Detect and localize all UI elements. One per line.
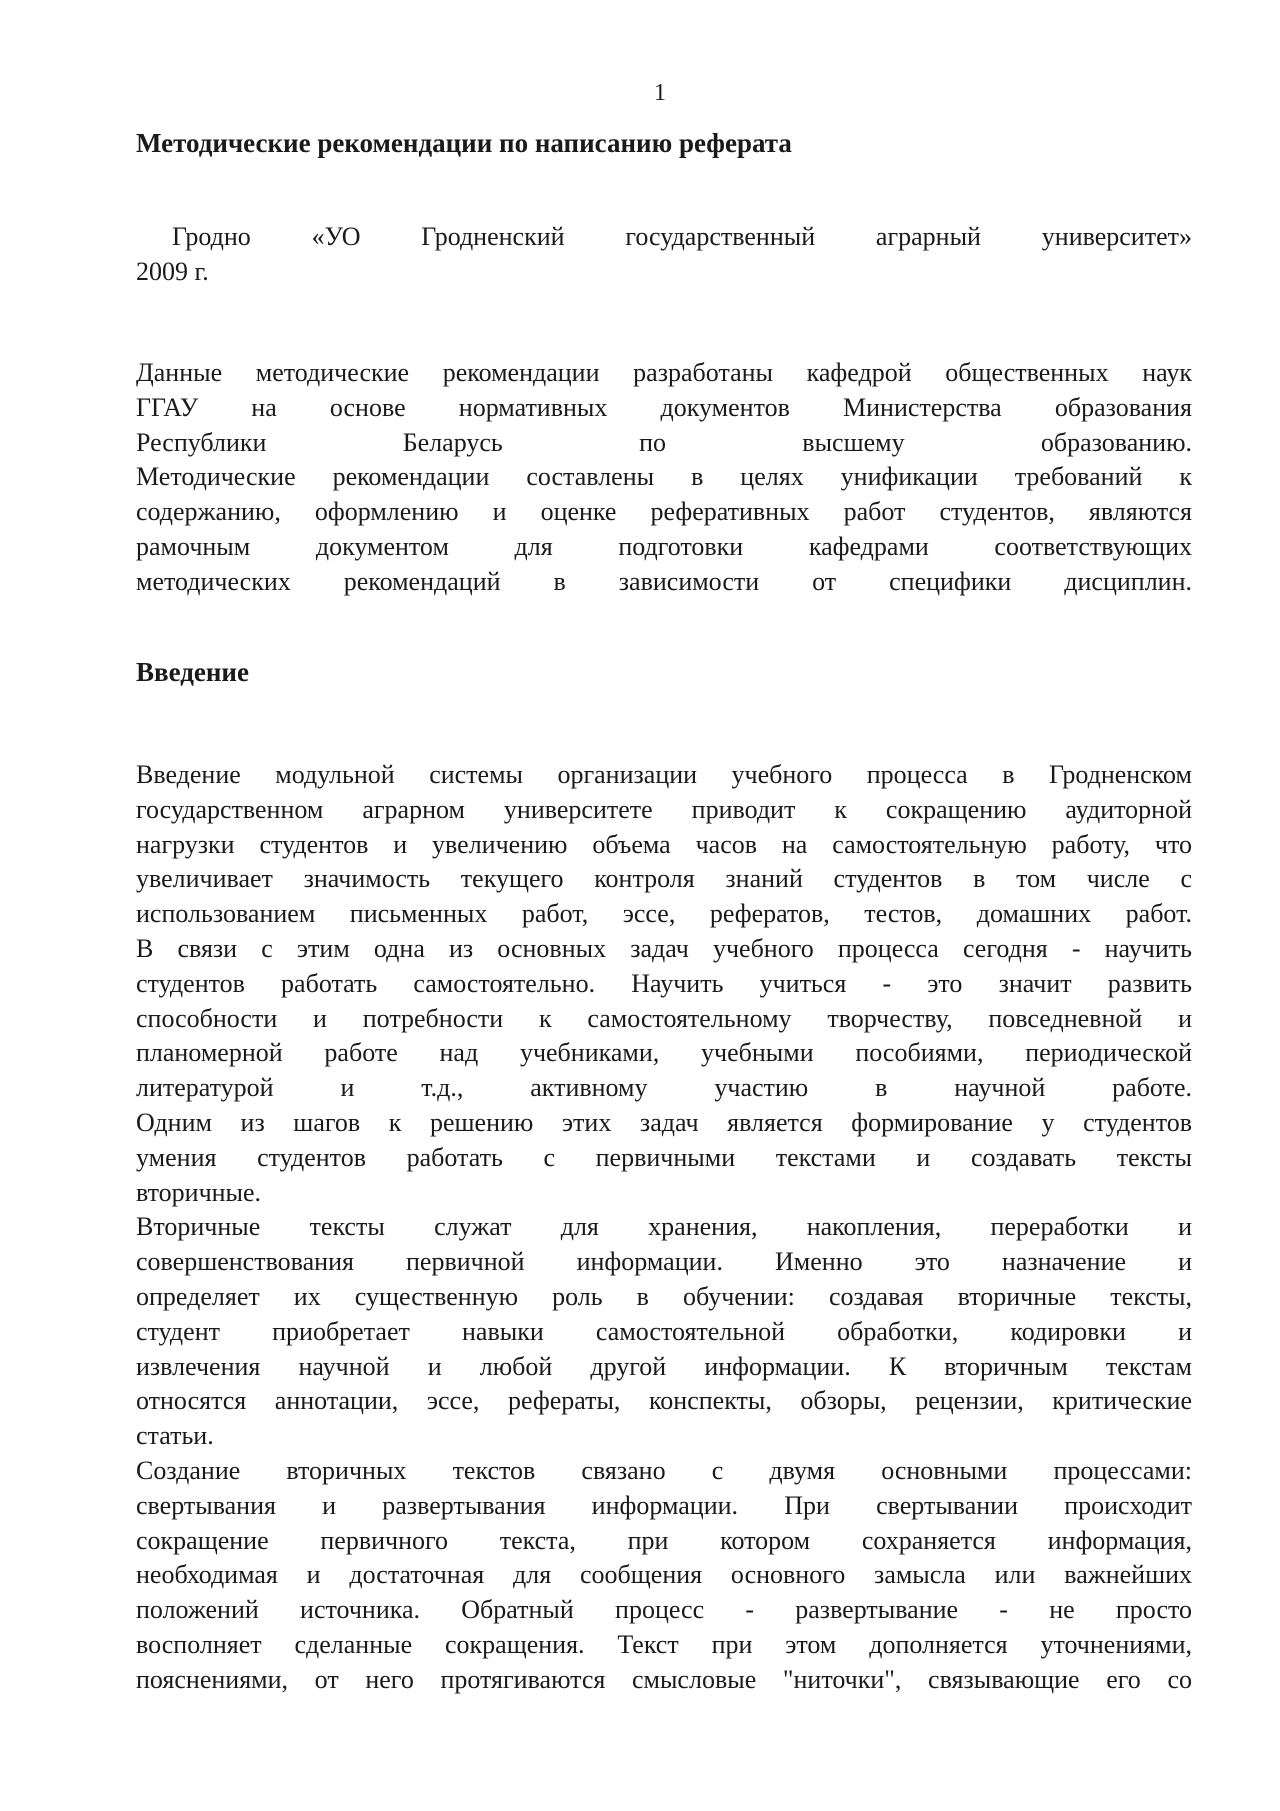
document-title: Методические рекомендации по написанию реферата (136, 128, 792, 158)
paragraph-line: Создание вторичных текстов связано с двумя основными процессами: (136, 1455, 1192, 1485)
abstract-line: Республики Беларусь по высшему образованию. (136, 427, 1192, 457)
paragraph-line: необходимая и достаточная для сообщения основного замысла или важнейших (136, 1560, 1192, 1590)
paragraph-line: студентов работать самостоятельно. Научить учиться - это значит развить (136, 968, 1192, 998)
paragraph-line: умения студентов работать с первичными текстами и создавать тексты (136, 1142, 1192, 1172)
paragraph-line: планомерной работе над учебниками, учебными пособиями, периодической (136, 1038, 1192, 1068)
abstract-line: рамочным документом для подготовки кафедрами соответствующих (136, 531, 1192, 561)
abstract-line: методических рекомендаций в зависимости от специфики дисциплин. (136, 566, 1192, 596)
abstract-line: содержанию, оформлению и оценке реферативных работ студентов, являются (136, 497, 1192, 527)
paragraph-line: пояснениями, от него протягиваются смысловые "ниточки", связывающие его со (136, 1664, 1192, 1694)
paragraph-line: государственном аграрном университете приводит к сокращению аудиторной (136, 794, 1192, 824)
paragraph-line: статьи. (136, 1421, 214, 1451)
abstract-line: ГГАУ на основе нормативных документов Министерства образования (136, 392, 1192, 422)
paragraph-line: вторичные. (136, 1177, 262, 1207)
paragraph-line: совершенствования первичной информации. Именно это назначение и (136, 1247, 1192, 1277)
paragraph-line: нагрузки студентов и увеличению объема часов на самостоятельную работу, что (136, 829, 1192, 859)
paragraph-line: определяет их существенную роль в обучении: создавая вторичные тексты, (136, 1281, 1192, 1311)
paragraph-line: свертывания и развертывания информации. При свертывании происходит (136, 1490, 1192, 1520)
introduction-body (136, 758, 1192, 1698)
paragraph-line: Вторичные тексты служат для хранения, накопления, переработки и (136, 1212, 1192, 1242)
intro-paragraph-1 (136, 758, 1192, 1210)
paragraph-line: Введение модульной системы организации учебного процесса в Гродненском (136, 760, 1192, 789)
publisher-line: Гродно «УО Гродненский государственный аграрный университет» (172, 222, 1192, 251)
abstract-line: Данные методические рекомендации разработаны кафедрой общественных наук (136, 358, 1192, 387)
paragraph-line: способности и потребности к самостоятельному творчеству, повседневной и (136, 1003, 1192, 1033)
abstract-paragraph (136, 356, 1192, 600)
paragraph-line: Одним из шагов к решению этих задач является формирование у студентов (136, 1107, 1192, 1137)
intro-paragraph-2 (136, 1210, 1192, 1454)
paragraph-line: положений источника. Обратный процесс - развертывание - не просто (136, 1595, 1192, 1625)
paragraph-line: извлечения научной и любой другой информации. К вторичным текстам (136, 1351, 1192, 1381)
paragraph-line: студент приобретает навыки самостоятельной обработки, кодировки и (136, 1316, 1192, 1346)
paragraph-line: использованием письменных работ, эссе, рефератов, тестов, домашних работ. (136, 899, 1192, 929)
section-heading-introduction: Введение (136, 657, 249, 687)
publisher-info (136, 220, 1192, 290)
paragraph-line: сокращение первичного текста, при котором сохраняется информация, (136, 1525, 1192, 1555)
paragraph-line: восполняет сделанные сокращения. Текст при этом дополняется уточнениями, (136, 1629, 1192, 1659)
paragraph-line: относятся аннотации, эссе, рефераты, конспекты, обзоры, рецензии, критические (136, 1386, 1192, 1416)
intro-paragraph-3 (136, 1454, 1192, 1698)
paragraph-line: В связи с этим одна из основных задач учебного процесса сегодня - научить (136, 933, 1192, 963)
abstract-line: Методические рекомендации составлены в целях унификации требований к (136, 462, 1192, 492)
paragraph-line: увеличивает значимость текущего контроля знаний студентов в том числе с (136, 864, 1192, 894)
paragraph-line: литературой и т.д., активному участию в научной работе. (136, 1073, 1192, 1103)
publisher-year: 2009 г. (136, 256, 209, 286)
page-number: 1 (654, 80, 666, 106)
